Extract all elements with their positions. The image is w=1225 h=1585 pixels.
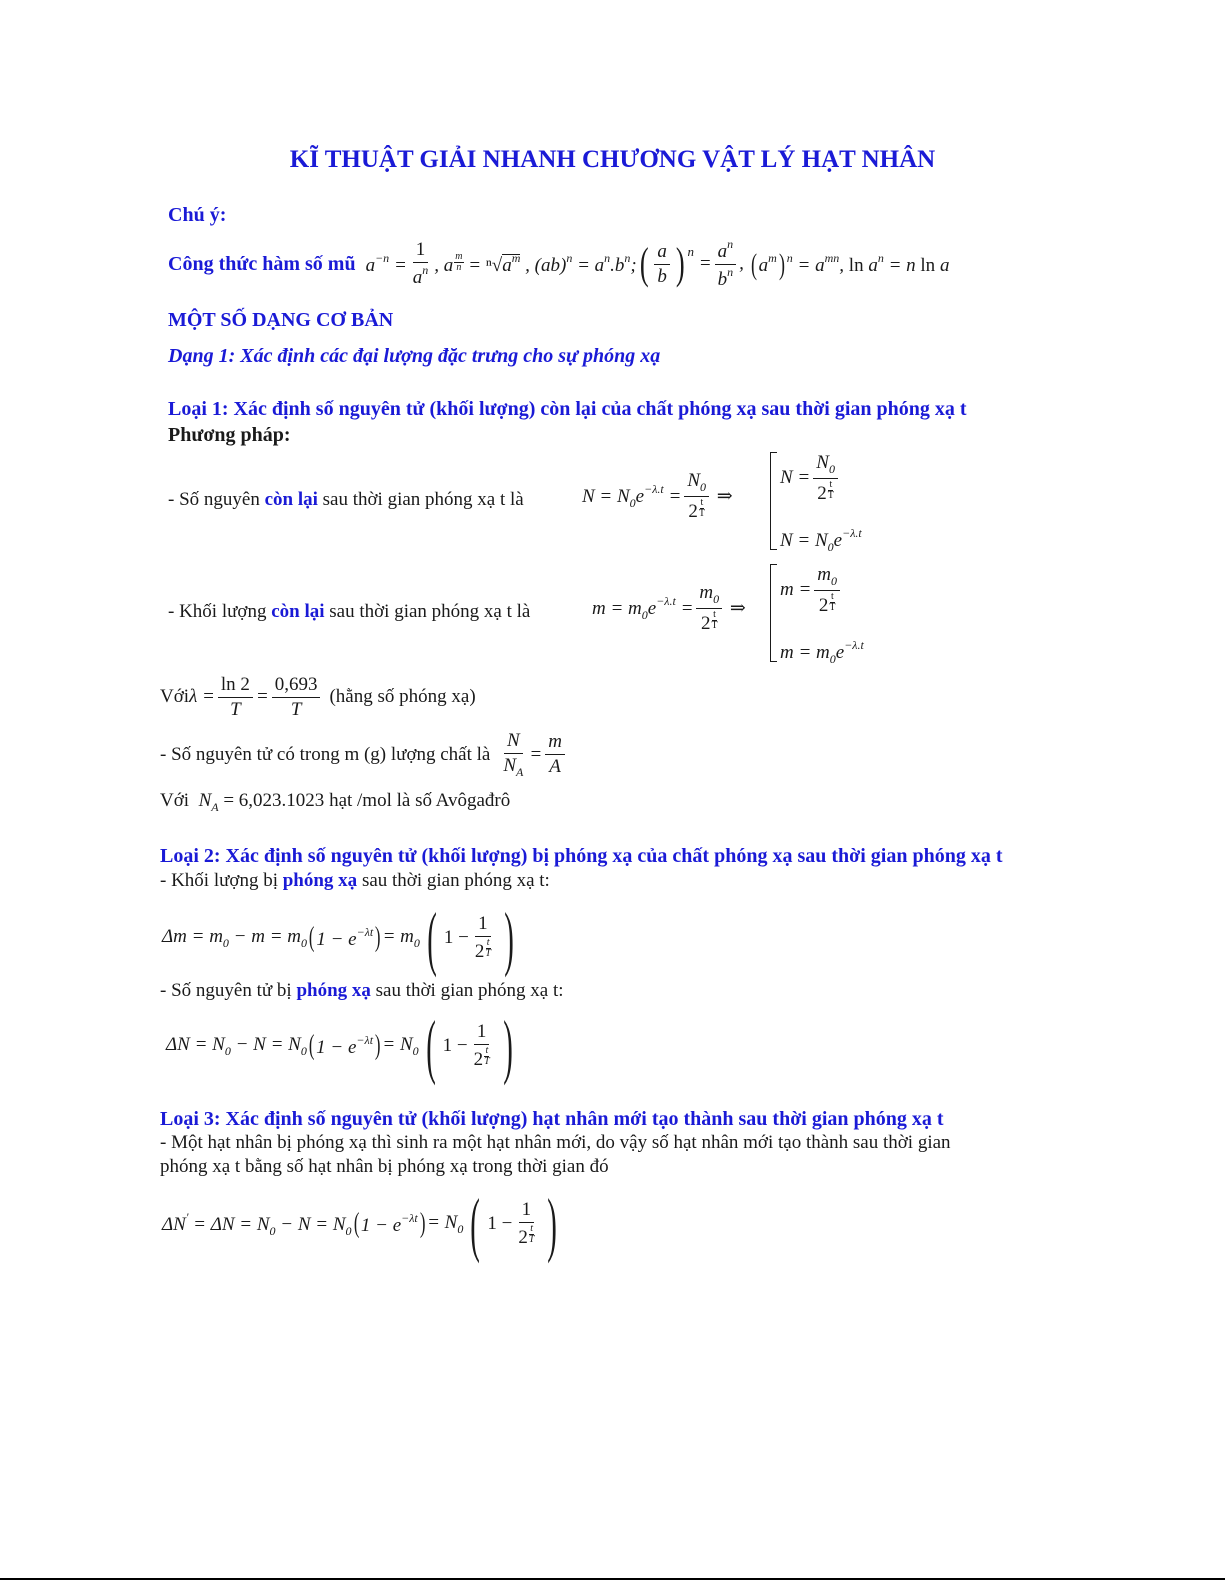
page-bottom-border	[0, 1578, 1225, 1580]
loai1-heading: Loại 1: Xác định số nguyên tử (khối lượng) còn lại của chất phóng xạ sau thời gian phóng xạ t	[168, 398, 967, 420]
loai2-heading: Loại 2: Xác định số nguyên tử (khối lượng) bị phóng xạ của chất phóng xạ sau thời gian phóng xạ t	[160, 845, 1003, 867]
remaining-mass-text: - Khối lượng còn lại sau thời gian phóng xạ t là	[168, 601, 531, 622]
section-heading: MỘT SỐ DẠNG CƠ BẢN	[168, 309, 394, 331]
new-nuclei-formula: $\Delta N' = \Delta N = N_0 - N = N_0$ ( $1 - e^{-\lambda t}$ ) = $N_0$ ( 1 − 1 2 $\frac{t}{T}$ )	[162, 1183, 558, 1264]
loai3-heading: Loại 3: Xác định số nguyên tử (khối lượng) hạt nhân mới tạo thành sau thời gian phóng xạ t	[160, 1108, 944, 1130]
atoms-mass-formula: - Số nguyên tử có trong m (g) lượng chất là $\frac{N}{N_A}$ = $\frac{m}{A}$	[160, 730, 568, 780]
remaining-atoms-text: - Số nguyên còn lại sau thời gian phóng xạ t là	[168, 489, 524, 510]
case-bracket	[770, 564, 777, 662]
loai3-paragraph-2: phóng xạ t bằng số hạt nhân bị phóng xạ trong thời gian đó	[160, 1156, 609, 1177]
decayed-atoms-formula: $\Delta N = N_0 - N = N_0$ ( $1 - e^{-\lambda t}$ ) = $N_0$ ( 1 − 1 2 $\frac{t}{T}$ )	[166, 1005, 513, 1086]
decayed-mass-text: - Khối lượng bị phóng xạ sau thời gian phóng xạ t:	[160, 870, 550, 891]
note-heading: Chú ý:	[168, 204, 227, 226]
formula-label: Công thức hàm số mũ	[168, 252, 356, 275]
remaining-atoms-formula: $N = N_0e^{-\lambda.t}$ = $N_0$ 2 $\frac{t}{T}$ ⇒	[582, 470, 733, 522]
decayed-atoms-text: - Số nguyên tử bị phóng xạ sau thời gian phóng xạ t:	[160, 980, 564, 1001]
dang1-heading: Dạng 1: Xác định các đại lượng đặc trưng cho sự phóng xạ	[168, 345, 661, 367]
page-title: KĨ THUẬT GIẢI NHANH CHƯƠNG VẬT LÝ HẠT NHÂN	[289, 146, 936, 173]
avogadro-line: Với $N_A = 6,023.1023$ hạt /mol là số Avôgađrô	[160, 790, 511, 814]
method-heading: Phương pháp:	[168, 424, 291, 446]
remaining-mass-formula: $m = m_0e^{-\lambda.t}$ = $m_0$ 2 $\frac{t}{T}$ ⇒	[592, 582, 746, 634]
exponent-formulas: Công thức hàm số mũ $a^{-n}$ = $\frac{1}{a^n}$ , a $\frac{m}{n}$ = $^n√a^m$ , $(ab)^n = a^n.b^n$; ( $\frac{a}{b}$ ) n = $\frac{a^n}{b^n}$ , ( $a^m$ ) $^n = a^{mn}$, $\ln a^n = n$ ln a	[168, 236, 950, 290]
lambda-formula: Với λ = $\frac{\ln 2}{T}$ = $\frac{0,693}{T}$ (hằng số phóng xạ)	[160, 674, 476, 720]
decayed-mass-formula: $\Delta m = m_0 - m = m_0$ ( $1 - e^{-\lambda t}$ ) = $m_0$ ( 1 − 1 2 $\frac{t}{T}$ )	[162, 897, 514, 978]
loai3-paragraph-1: - Một hạt nhân bị phóng xạ thì sinh ra một hạt nhân mới, do vậy số hạt nhân mới tạo thành sau thời gian	[160, 1132, 951, 1153]
case-bracket	[770, 452, 777, 550]
